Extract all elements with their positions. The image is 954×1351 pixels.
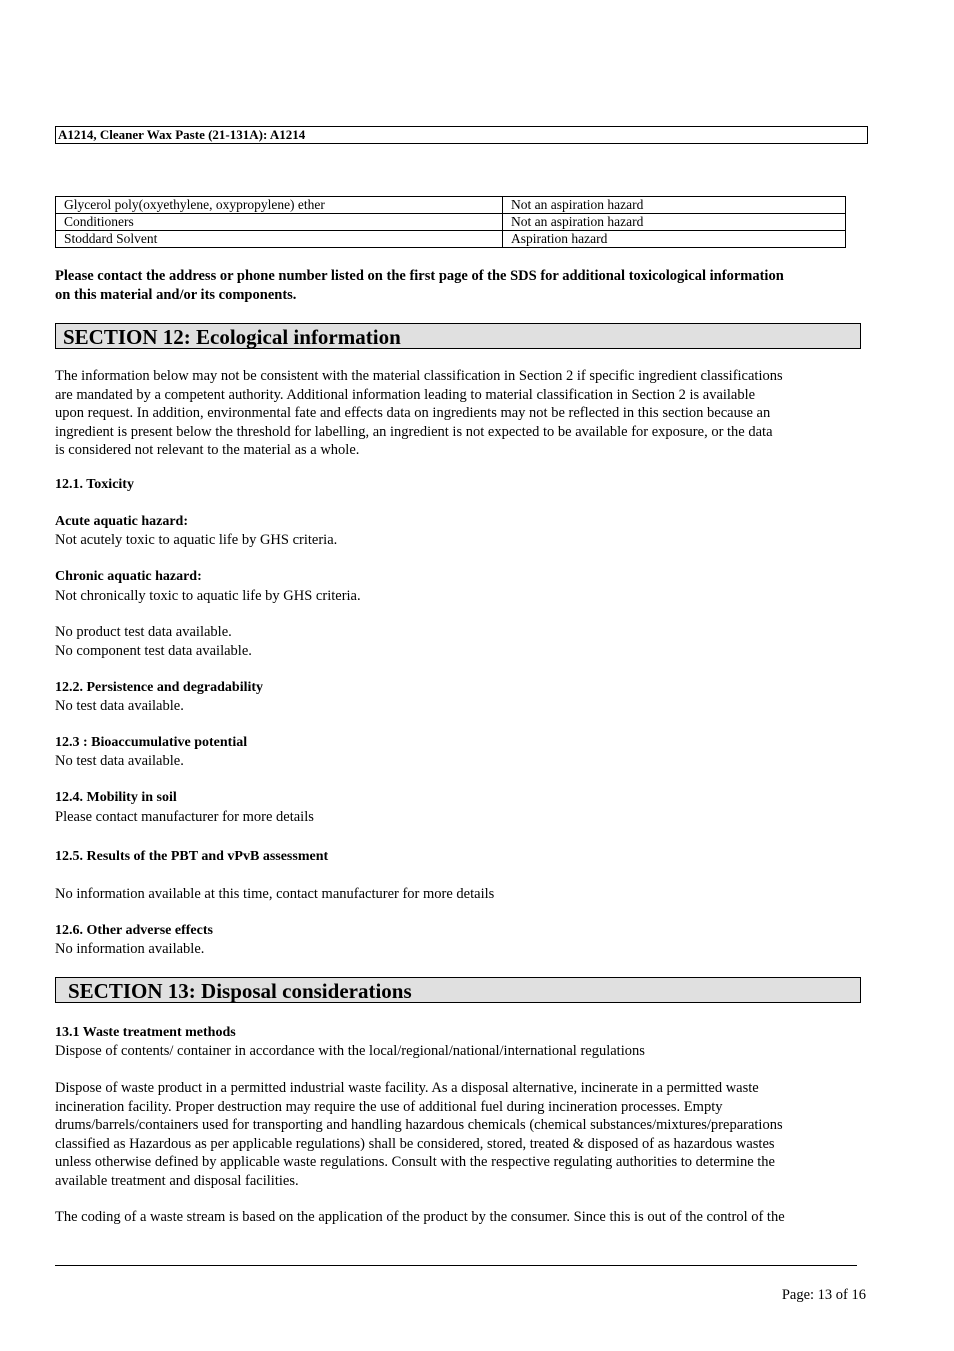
no-product-data: No product test data available. xyxy=(55,624,232,640)
no-component-data: No component test data available. xyxy=(55,643,252,659)
waste-text: Dispose of contents/ container in accordance with the local/regional/national/international regulations xyxy=(55,1043,645,1059)
document-header: A1214, Cleaner Wax Paste (21-131A): A1214 xyxy=(55,126,868,144)
contact-note xyxy=(55,267,865,304)
intro-line: The information below may not be consistent with the material classification in Section 2 if specific ingredient classifications xyxy=(55,368,783,384)
page-number: Page: 13 of 16 xyxy=(781,1287,866,1303)
disposal-line: available treatment and disposal facilities. xyxy=(55,1172,299,1189)
pbt-heading: 12.5. Results of the PBT and vPvB assessment xyxy=(55,849,329,864)
mobility-text: Please contact manufacturer for more details xyxy=(55,809,314,825)
persistence-text: No test data available. xyxy=(55,698,184,714)
table-cell-value: Not an aspiration hazard xyxy=(503,197,846,214)
table-row xyxy=(56,197,846,214)
disposal-paragraph xyxy=(55,1079,865,1190)
section-13-title: SECTION 13: Disposal considerations xyxy=(55,977,861,1003)
intro-line: upon request. In addition, environmental fate and effects data on ingredients may not be reflected in this section because an xyxy=(55,405,771,421)
intro-line: are mandated by a competent authority. Additional information leading to material classification in Section 2 is available xyxy=(55,386,756,403)
aspiration-table xyxy=(55,196,846,248)
acute-text: Not acutely toxic to aquatic life by GHS criteria. xyxy=(55,532,338,548)
contact-note-line: Please contact the address or phone number listed on the first page of the SDS for additional toxicological information xyxy=(55,268,784,284)
other-effects-text: No information available. xyxy=(55,941,205,957)
disposal-line: unless otherwise defined by applicable waste regulations. Consult with the respective regulating authorities to determine the xyxy=(55,1154,775,1170)
table-cell-ingredient: Conditioners xyxy=(56,214,503,231)
table-cell-ingredient: Glycerol poly(oxyethylene, oxypropylene) ether xyxy=(56,197,503,214)
table-cell-ingredient: Stoddard Solvent xyxy=(56,231,503,248)
disposal-line: drums/barrels/containers used for transporting and handling hazardous chemicals (chemical substances/mixtures/preparations xyxy=(55,1117,783,1133)
disposal-line: classified as Hazardous as per applicable regulations) shall be considered, stored, treated & disposed of as hazardous wastes xyxy=(55,1135,775,1152)
table-cell-value: Aspiration hazard xyxy=(503,231,846,248)
pbt-text: No information available at this time, contact manufacturer for more details xyxy=(55,886,495,902)
footer-divider xyxy=(55,1265,857,1266)
contact-note-line: on this material and/or its components. xyxy=(55,286,297,303)
section-12-intro xyxy=(55,367,865,460)
persistence-heading: 12.2. Persistence and degradability xyxy=(55,680,264,695)
table-row xyxy=(56,231,846,248)
coding-text: The coding of a waste stream is based on the application of the product by the consumer. Since this is out of the control of the xyxy=(55,1209,785,1225)
mobility-heading: 12.4. Mobility in soil xyxy=(55,790,177,805)
bioaccum-text: No test data available. xyxy=(55,753,184,769)
chronic-text: Not chronically toxic to aquatic life by GHS criteria. xyxy=(55,588,361,604)
disposal-line: Dispose of waste product in a permitted industrial waste facility. As a disposal alternative, incinerate in a permitted waste xyxy=(55,1080,759,1096)
intro-line: is considered not relevant to the material as a whole. xyxy=(55,442,360,458)
other-effects-heading: 12.6. Other adverse effects xyxy=(55,923,213,938)
waste-heading: 13.1 Waste treatment methods xyxy=(55,1025,236,1040)
toxicity-heading: 12.1. Toxicity xyxy=(55,477,134,492)
table-row xyxy=(56,214,846,231)
disposal-line: incineration facility. Proper destruction may require the use of additional fuel during incineration processes. Empty xyxy=(55,1098,723,1115)
section-12-title: SECTION 12: Ecological information xyxy=(55,323,861,349)
chronic-heading: Chronic aquatic hazard: xyxy=(55,569,202,584)
table-cell-value: Not an aspiration hazard xyxy=(503,214,846,231)
bioaccum-heading: 12.3 : Bioaccumulative potential xyxy=(55,735,248,750)
acute-heading: Acute aquatic hazard: xyxy=(55,514,188,529)
intro-line: ingredient is present below the threshold for labelling, an ingredient is not expected to be available for exposure, or the data xyxy=(55,423,773,440)
